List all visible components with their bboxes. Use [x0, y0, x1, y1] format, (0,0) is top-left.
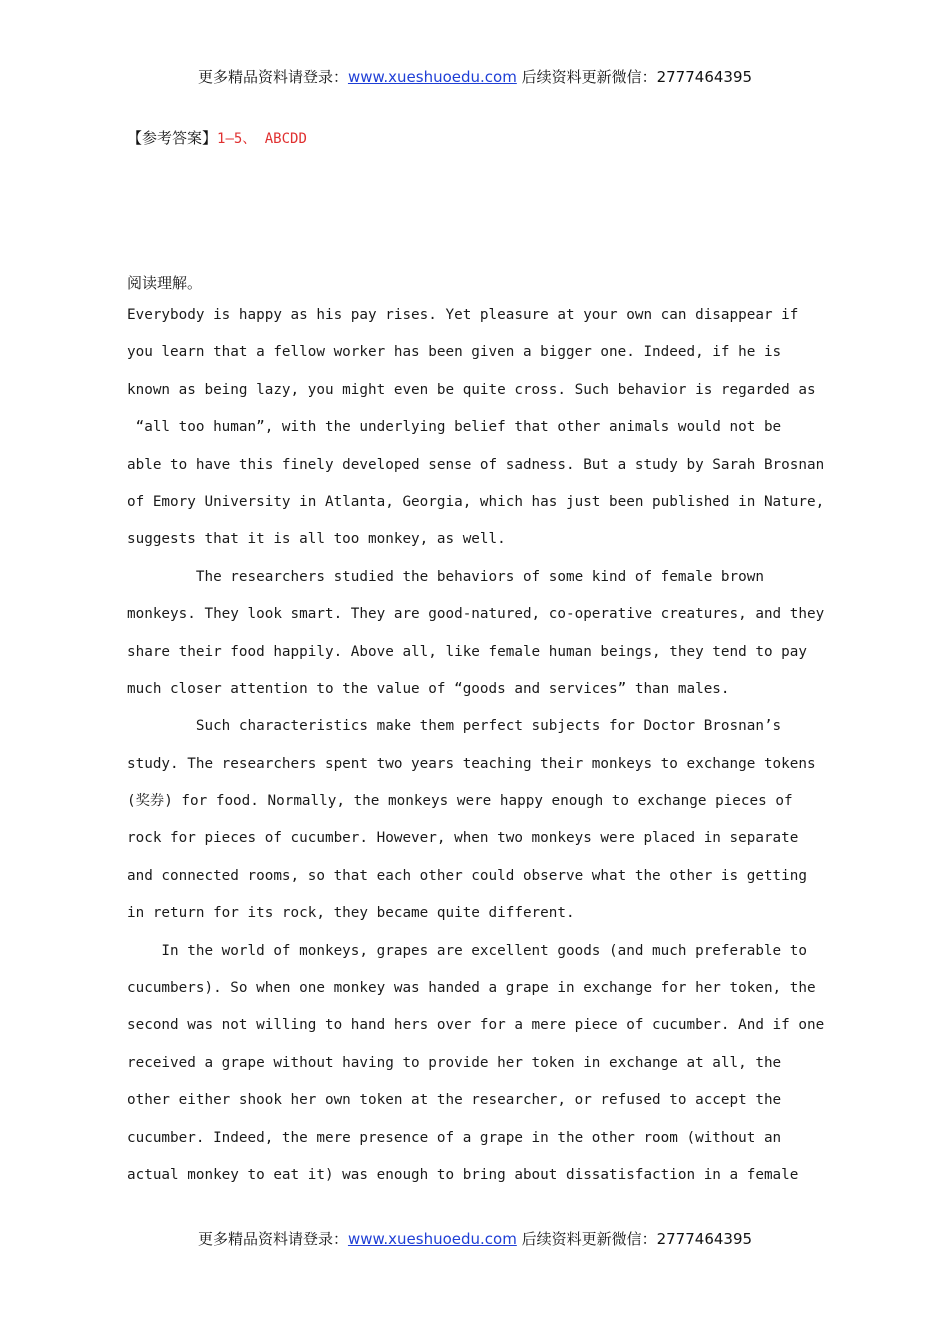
footer-suffix: 后续资料更新微信：2777464395	[516, 1230, 753, 1248]
passage-line: “all too human”, with the underlying belief that other animals would not be	[127, 419, 782, 436]
passage-line: and connected rooms, so that each other could observe what the other is getting	[127, 867, 807, 884]
page-footer	[0, 1228, 950, 1249]
passage-line: In the world of monkeys, grapes are excellent goods (and much preferable to	[127, 942, 807, 959]
passage-line: cucumbers). So when one monkey was handed a grape in exchange for her token, the	[127, 980, 816, 997]
passage-line: known as being lazy, you might even be quite cross. Such behavior is regarded as	[127, 381, 816, 398]
section-title: 阅读理解。	[127, 274, 203, 292]
passage-line: of Emory University in Atlanta, Georgia, which has just been published in Nature,	[127, 493, 825, 510]
answer-key	[127, 127, 307, 148]
passage-line: cucumber. Indeed, the mere presence of a grape in the other room (without an	[127, 1129, 782, 1146]
passage-line: in return for its rock, they became quite different.	[127, 905, 575, 922]
footer-site-link[interactable]: www.xueshuoedu.com	[347, 1230, 517, 1248]
passage-line: able to have this finely developed sense of sadness. But a study by Sarah Brosnan	[127, 456, 825, 473]
passage-line: you learn that a fellow worker has been given a bigger one. Indeed, if he is	[127, 344, 782, 361]
passage-line: study. The researchers spent two years teaching their monkeys to exchange tokens	[127, 755, 816, 772]
passage-line: share their food happily. Above all, like female human beings, they tend to pay	[127, 643, 807, 660]
passage-line: Such characteristics make them perfect subjects for Doctor Brosnan’s	[127, 718, 782, 735]
passage-line: other either shook her own token at the researcher, or refused to accept the	[127, 1092, 782, 1109]
footer-prefix: 更多精品资料请登录：	[197, 1230, 348, 1248]
passage-line: monkeys. They look smart. They are good-natured, co-operative creatures, and they	[127, 606, 825, 623]
passage-line: rock for pieces of cucumber. However, when two monkeys were placed in separate	[127, 830, 799, 847]
header-suffix: 后续资料更新微信：2777464395	[516, 68, 753, 86]
answer-label: 【参考答案】	[127, 129, 218, 147]
passage-line: (奖券) for food. Normally, the monkeys were happy enough to exchange pieces of	[127, 793, 793, 810]
passage-line: much closer attention to the value of “goods and services” than males.	[127, 680, 730, 697]
passage-line: second was not willing to hand hers over for a mere piece of cucumber. And if one	[127, 1017, 825, 1034]
passage-line: Everybody is happy as his pay rises. Yet pleasure at your own can disappear if	[127, 307, 799, 323]
passage-line: received a grape without having to provide her token in exchange at all, the	[127, 1054, 782, 1071]
header-prefix: 更多精品资料请登录：	[197, 68, 348, 86]
reading-passage	[127, 305, 827, 1202]
answer-value: 1—5、 ABCDD	[217, 131, 307, 147]
page-header	[0, 66, 950, 87]
passage-line: actual monkey to eat it) was enough to bring about dissatisfaction in a female	[127, 1166, 799, 1183]
passage-line: The researchers studied the behaviors of some kind of female brown	[127, 568, 764, 585]
passage-line: suggests that it is all too monkey, as well.	[127, 531, 506, 548]
header-site-link[interactable]: www.xueshuoedu.com	[347, 68, 517, 86]
